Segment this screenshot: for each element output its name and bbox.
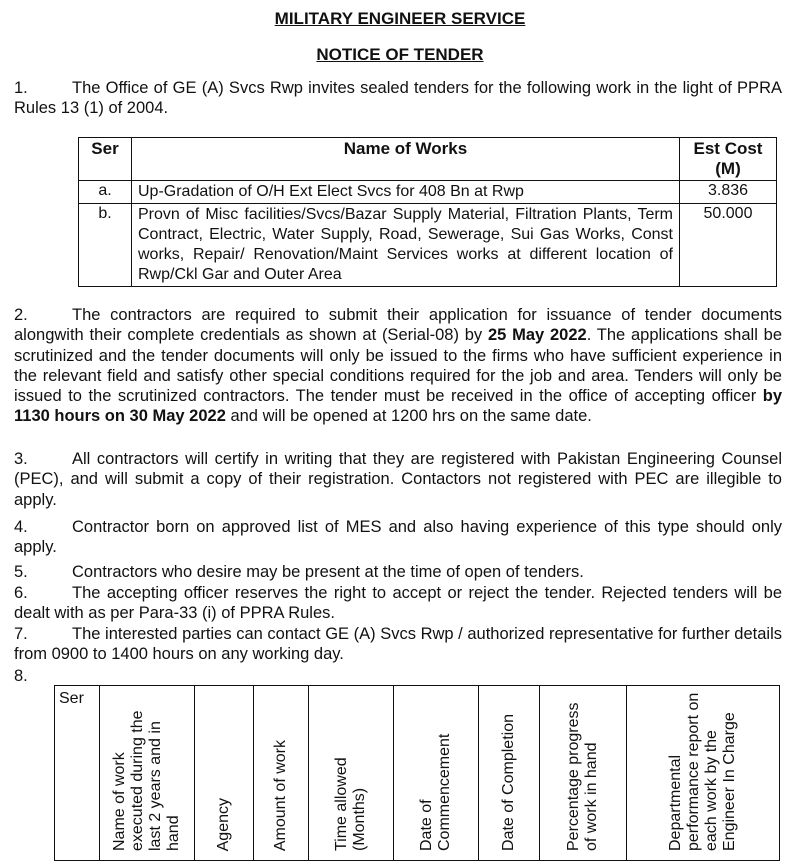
paragraph-text: All contractors will certify in writing that they are registered with Pakistan Engineering Counsel (PEC), and will submit a copy of their registration. Contactors not registered with PEC are illegible to apply. xyxy=(14,450,782,509)
col-header-performance xyxy=(627,686,780,861)
col-header-commencement xyxy=(394,686,479,861)
row-cost: 50.000 xyxy=(680,204,777,287)
paragraph-text: The accepting officer reserves the right to accept or reject the tender. Rejected tenders will be dealt with as per Para-33 (i) of PPRA Rules. xyxy=(14,584,782,623)
row-name: Provn of Misc facilities/Svcs/Bazar Supply Material, Filtration Plants, Term Contract, Electric, Water Supply, Road, Sewerage, Sui Gas Works, Const works, Repair/ Renovation/Maint Services works at different location of Rwp/Ckl Gar and Outer Area xyxy=(132,204,680,287)
table-row xyxy=(79,181,777,204)
paragraph-7 xyxy=(14,624,782,665)
col-header-cost: Est Cost (M) xyxy=(680,138,777,181)
paragraph-2 xyxy=(14,305,782,427)
paragraph-5 xyxy=(14,562,782,582)
paragraph-text: Contractors who desire may be present at the time of open of tenders. xyxy=(72,563,584,581)
paragraph-6 xyxy=(14,583,782,624)
col-header-amount xyxy=(254,686,309,861)
works-table-header xyxy=(79,138,777,181)
col-header-label: Date of Completion xyxy=(500,714,517,851)
col-header-label: Time allowed (Months) xyxy=(333,757,368,851)
col-header-label: Name of work executed during the last 2 years and in hand xyxy=(111,710,182,851)
row-name: Up-Gradation of O/H Ext Elect Svcs for 408 Bn at Rwp xyxy=(132,181,680,204)
paragraph-text: The Office of GE (A) Svcs Rwp invites sealed tenders for the following work in the light of PPRA Rules 13 (1) of 2004. xyxy=(14,79,782,118)
submission-deadline: by 1130 hours on 30 May 2022 xyxy=(14,387,782,426)
col-header-ser: Ser xyxy=(79,138,132,181)
paragraph-number: 3. xyxy=(14,450,28,468)
col-header-ser: Ser xyxy=(55,686,100,861)
org-title: MILITARY ENGINEER SERVICE xyxy=(274,9,526,28)
experience-table xyxy=(54,685,780,861)
row-ser: b. xyxy=(79,204,132,287)
paragraph-number: 8. xyxy=(14,667,28,685)
paragraph-1 xyxy=(14,78,782,119)
col-header-agency xyxy=(195,686,254,861)
col-header-label: Amount of work xyxy=(272,739,289,851)
paragraph-number: 7. xyxy=(14,625,28,643)
deadline-date: 25 May 2022 xyxy=(487,326,587,345)
paragraph-text: and will be opened at 1200 hrs on the same date. xyxy=(225,407,592,426)
paragraph-text: The interested parties can contact GE (A) Svcs Rwp / authorized representative for further details from 0900 to 1400 hours on any working day. xyxy=(14,625,782,664)
paragraph-text: The contractors are required to submit their application for issuance of tender documents alongwith their complete credentials as shown at (Serial-08) by xyxy=(14,306,782,345)
row-ser: a. xyxy=(79,181,132,204)
works-table xyxy=(78,137,777,287)
col-header-progress xyxy=(540,686,627,861)
paragraph-number: 2. xyxy=(14,306,28,324)
col-header-label: Date of Commencement xyxy=(418,733,453,851)
paragraph-4 xyxy=(14,517,782,558)
table-row xyxy=(79,204,777,287)
paragraph-text: Contractor born on approved list of MES and also having experience of this type should only apply. xyxy=(14,518,782,557)
paragraph-8 xyxy=(14,666,782,686)
paragraph-number: 5. xyxy=(14,563,28,581)
col-header-completion xyxy=(479,686,540,861)
paragraph-text: . The applications shall be scrutinized and the tender documents will only be issued to the firms who have sufficient experience in the relevant field and satisfy other special conditions required for the job and area. Tenders will only be issued to the scrutinized contractors. The tender must be received in the office of accepting officer xyxy=(14,326,782,406)
paragraph-number: 1. xyxy=(14,79,28,97)
row-cost: 3.836 xyxy=(680,181,777,204)
paragraph-number: 6. xyxy=(14,584,28,602)
col-header-name: Name of Works xyxy=(132,138,680,181)
col-header-time-allowed xyxy=(309,686,394,861)
notice-title: NOTICE OF TENDER xyxy=(316,45,484,64)
paragraph-number: 4. xyxy=(14,518,28,536)
experience-table-header xyxy=(55,686,780,861)
paragraph-3 xyxy=(14,449,782,510)
col-header-label: Departmental performance report on each work by the Engineer In Charge xyxy=(667,692,738,851)
col-header-label: Percentage progress of work in hand xyxy=(565,702,600,851)
col-header-work-name xyxy=(100,686,195,861)
col-header-label: Agency xyxy=(215,797,232,851)
